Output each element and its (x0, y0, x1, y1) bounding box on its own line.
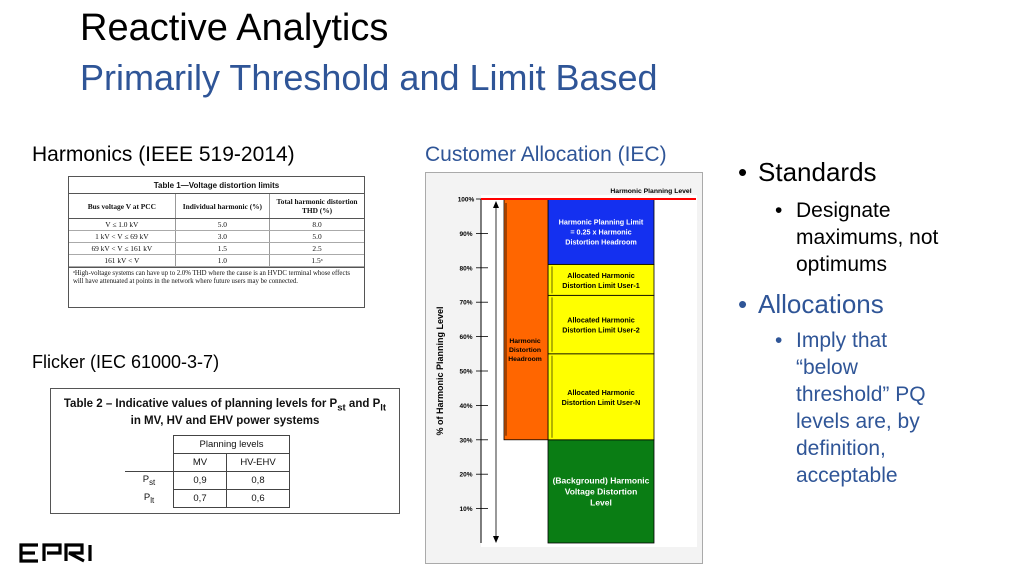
iec-table-grid (125, 435, 290, 508)
headroom-label: Headroom (508, 356, 542, 363)
flicker-label: Flicker (IEC 61000-3-7) (32, 352, 220, 372)
iec-title-part: Table 2 – Indicative values of planning levels for P (63, 398, 338, 410)
ieee-header-bus-voltage: Bus voltage V at PCC (69, 194, 175, 219)
page-title: Reactive Analytics (80, 7, 389, 49)
ieee-cell: 3.0 (175, 231, 269, 243)
segment-label: Allocated Harmonic (567, 387, 635, 397)
bullet-dot: • (738, 157, 748, 187)
bullet-allocations-sub (775, 327, 926, 489)
allocation-chart (425, 172, 703, 564)
segment-label: Distortion Limit User-N (561, 397, 641, 407)
ieee-table-grid (69, 194, 364, 267)
iec-title-sub: lt (380, 402, 387, 414)
iec-cell: 0,7 (174, 490, 227, 508)
ieee-cell: 69 kV < V ≤ 161 kV (69, 243, 175, 255)
segment-label: Harmonic Planning Limit (558, 217, 644, 227)
bullet-text: Allocations (758, 289, 884, 319)
epri-logo (18, 542, 110, 564)
ieee-cell: 161 kV < V (69, 255, 175, 267)
segment-label: Voltage Distortion (564, 486, 638, 497)
harmonics-label: Harmonics (IEEE 519-2014) (32, 143, 295, 166)
ieee-header-individual: Individual harmonic (%) (175, 194, 269, 219)
ieee-table-title: Table 1—Voltage distortion limits (69, 177, 364, 194)
customer-allocation-label: Customer Allocation (IEC) (425, 143, 667, 166)
iec-title-sub: st (337, 402, 346, 414)
headroom-label: Harmonic (509, 338, 541, 345)
iec-row-label: P (143, 492, 151, 504)
bullet-standards-sub (775, 197, 938, 278)
y-tick-label: 40% (459, 402, 473, 410)
iec-col-header: MV (174, 454, 227, 472)
planning-level-label: Harmonic Planning Level (610, 188, 692, 195)
sub-line: Imply that (796, 329, 888, 352)
y-tick-label: 50% (459, 368, 473, 376)
iec-cell: 0,9 (174, 472, 227, 490)
iec-row-label: P (142, 474, 150, 486)
sub-line: levels are, by (796, 410, 920, 433)
ieee-cell: 1.5 (175, 243, 269, 255)
sub-line: optimums (796, 253, 888, 276)
ieee-cell: 5.0 (175, 219, 269, 231)
y-tick-label: 80% (459, 265, 473, 273)
segment-label: = 0.25 x Harmonic (570, 227, 632, 237)
sub-line: Designate (796, 199, 891, 222)
iec-title-line2: in MV, HV and EHV power systems (130, 415, 320, 428)
y-tick-label: 60% (459, 334, 473, 342)
headroom-label: Distortion (508, 347, 542, 354)
y-tick-label: 70% (459, 299, 473, 307)
ieee-cell: 8.0 (270, 219, 364, 231)
iec-cell: 0,6 (227, 490, 290, 508)
y-tick-label: 100% (457, 196, 475, 204)
ieee-cell: 1.0 (175, 255, 269, 267)
sub-line: acceptable (796, 464, 898, 487)
segment-label: Distortion Headroom (565, 237, 637, 247)
iec-row-sub: st (149, 478, 156, 488)
ieee-cell: 5.0 (270, 231, 364, 243)
iec-table-title (51, 397, 399, 429)
page-subtitle: Primarily Threshold and Limit Based (80, 57, 658, 98)
y-tick-label: 30% (459, 437, 473, 445)
ieee-voltage-distortion-table (68, 176, 365, 308)
bullet-dot: • (775, 199, 783, 222)
ieee-cell: 1.5ᵃ (270, 255, 364, 267)
segment-label: Level (590, 497, 612, 508)
iec-group-header: Planning levels (174, 436, 290, 454)
bullet-allocations (738, 289, 884, 320)
iec-flicker-table (50, 388, 400, 514)
ieee-header-thd: Total harmonic distortion THD (%) (270, 194, 364, 219)
ieee-table-footnote: ᵃHigh-voltage systems can have up to 2.0% THD where the cause is an HVDC terminal whose effects will have attenuated at points in the network where future users may be connected. (69, 267, 364, 288)
sub-line: maximums, not (796, 226, 939, 249)
iec-title-part: and P (345, 398, 381, 410)
segment-label: Distortion Limit User-1 (562, 280, 640, 290)
segment-label: Allocated Harmonic (567, 315, 635, 325)
ieee-cell: 1 kV < V ≤ 69 kV (69, 231, 175, 243)
segment-label: (Background) Harmonic (552, 475, 650, 486)
iec-col-header: HV-EHV (227, 454, 290, 472)
bullet-dot: • (738, 289, 748, 319)
y-tick-label: 20% (459, 471, 473, 479)
ieee-cell: 2.5 (270, 243, 364, 255)
y-tick-label: 10% (459, 506, 473, 514)
iec-cell: 0,8 (227, 472, 290, 490)
sub-line: definition, (796, 437, 886, 460)
segment-label: Distortion Limit User-2 (562, 325, 640, 335)
iec-row-sub: lt (150, 495, 155, 505)
sub-line: threshold” PQ (796, 383, 926, 406)
y-axis-label: % of Harmonic Planning Level (435, 306, 445, 436)
segment-label: Allocated Harmonic (567, 270, 635, 280)
y-tick-label: 90% (459, 230, 473, 238)
headroom-bar (504, 199, 548, 440)
bullet-standards (738, 157, 877, 188)
bullet-text: Standards (758, 157, 877, 187)
bullet-dot: • (775, 329, 783, 352)
sub-line: “below (796, 356, 858, 379)
ieee-cell: V ≤ 1.0 kV (69, 219, 175, 231)
